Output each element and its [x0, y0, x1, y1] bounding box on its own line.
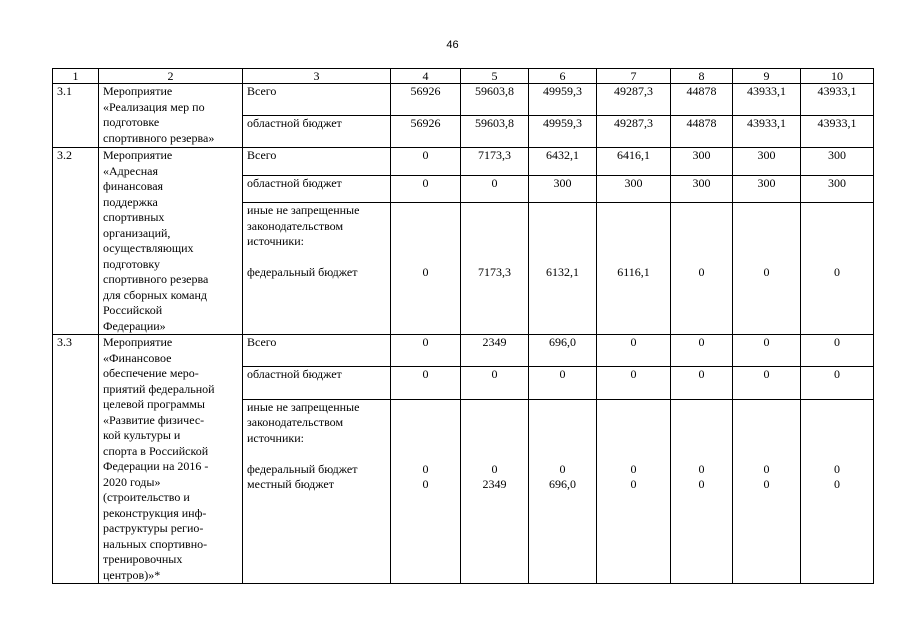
measure-name-line: (строительство и — [103, 490, 190, 504]
value-cell: 56926 — [391, 116, 461, 148]
value-cell: 0 — [733, 203, 801, 335]
value: 0 — [834, 477, 840, 492]
value: 0 — [698, 477, 705, 492]
measure-name-line: спортивного резерва» — [103, 130, 215, 145]
measure-name-line: для сборных команд — [103, 287, 208, 302]
other-sources-heading: источники: — [247, 430, 304, 445]
value-cell: 49287,3 — [597, 84, 671, 116]
value-cell: 43933,1 — [733, 116, 801, 148]
value-cell: 0 — [391, 335, 461, 367]
budget-table — [52, 68, 874, 584]
other-sources-cell — [243, 203, 391, 335]
value-cell: 56926 — [391, 84, 461, 116]
column-number-row — [53, 69, 874, 84]
measure-name-line: осуществляющих — [103, 241, 194, 255]
value-cell: 696,0 — [529, 335, 597, 367]
value-cell: 0 — [801, 203, 874, 335]
measure-name-line: поддержка — [103, 194, 158, 209]
measure-name-line: «Развитие физичес- — [103, 412, 205, 427]
column-number: 6 — [529, 69, 597, 84]
value-cell: 0 — [733, 367, 801, 399]
source-label: областной бюджет — [243, 175, 391, 203]
source-label: Всего — [243, 335, 391, 367]
measure-name — [99, 335, 243, 584]
measure-name-line: спортивного резерва — [103, 272, 209, 286]
measure-name-line: нальных спортивно- — [103, 536, 208, 551]
column-number: 9 — [733, 69, 801, 84]
value-cell: 0 — [391, 148, 461, 176]
value-cell: 59603,8 — [461, 116, 529, 148]
value: 0 — [630, 461, 637, 476]
measure-name-line: Мероприятие — [103, 84, 173, 98]
value-cell: 300 — [671, 148, 733, 176]
other-sources-heading: иные не запрещенные — [247, 399, 360, 414]
value-cell: 43933,1 — [801, 116, 874, 148]
page-number: 46 — [446, 39, 459, 51]
column-number: 5 — [461, 69, 529, 84]
row-id: 3.2 — [53, 148, 99, 335]
value-cell: 0 — [671, 367, 733, 399]
value: 2349 — [482, 477, 507, 492]
value: 696,0 — [549, 477, 576, 492]
column-number: 7 — [597, 69, 671, 84]
value-cell: 43933,1 — [733, 84, 801, 116]
source-label: местный бюджет — [247, 477, 334, 492]
column-number: 1 — [53, 69, 99, 84]
measure-name-line: организаций, — [103, 225, 171, 240]
value-cell: 43933,1 — [801, 84, 874, 116]
measure-name-line: подготовку — [103, 256, 161, 271]
measure-name-line: обеспечение меро- — [103, 366, 199, 380]
measure-name-line: спортивных — [103, 210, 165, 224]
value-cell: 300 — [801, 148, 874, 176]
value-cell: 300 — [801, 175, 874, 203]
value-cell — [671, 399, 733, 583]
measure-name-line: приятий федеральной — [103, 381, 215, 396]
value-cell: 49959,3 — [529, 84, 597, 116]
value-cell: 0 — [391, 203, 461, 335]
value: 0 — [763, 477, 770, 492]
value-cell: 0 — [597, 335, 671, 367]
measure-name-line: Российской — [103, 303, 163, 317]
value-cell: 0 — [461, 367, 529, 399]
other-sources-heading: законодательством — [247, 415, 344, 430]
value-cell: 0 — [461, 175, 529, 203]
value-cell: 300 — [733, 148, 801, 176]
source-label: федеральный бюджет — [247, 461, 358, 476]
source-label: Всего — [243, 148, 391, 176]
value: 0 — [834, 461, 840, 476]
measure-name — [99, 84, 243, 148]
value: 0 — [559, 461, 566, 476]
column-number: 3 — [243, 69, 391, 84]
measure-name-line: подготовке — [103, 115, 160, 129]
column-number: 2 — [99, 69, 243, 84]
value-cell: 0 — [671, 335, 733, 367]
value-cell: 300 — [671, 175, 733, 203]
row-id: 3.1 — [53, 84, 99, 148]
other-sources-cell — [243, 399, 391, 583]
measure-name-line: кой культуры и — [103, 428, 181, 442]
measure-name-line: финансовая — [103, 179, 164, 193]
value: 0 — [422, 477, 429, 492]
value-cell: 0 — [801, 335, 874, 367]
source-label: областной бюджет — [243, 116, 391, 148]
value-cell: 300 — [733, 175, 801, 203]
other-sources-heading: источники: — [247, 234, 304, 249]
measure-name-line: раструктуры регио- — [103, 521, 204, 535]
value-cell: 44878 — [671, 116, 733, 148]
measure-name-line: реконструкция инф- — [103, 505, 207, 520]
value-cell — [597, 399, 671, 583]
measure-name-line: «Адресная — [103, 163, 158, 178]
measure-name-line: спорта в Российской — [103, 443, 209, 458]
measure-name-line: 2020 годы» — [103, 474, 161, 489]
value: 0 — [763, 461, 770, 476]
value-cell: 6116,1 — [597, 203, 671, 335]
value-cell — [391, 399, 461, 583]
value-cell: 2349 — [461, 335, 529, 367]
measure-name-line: Федерации на 2016 - — [103, 459, 209, 473]
measure-name-line: «Реализация мер по — [103, 99, 205, 114]
measure-name-line: центров)»* — [103, 567, 161, 582]
value-cell: 6416,1 — [597, 148, 671, 176]
value-cell: 7173,3 — [461, 148, 529, 176]
measure-name-line: Федерации» — [103, 318, 166, 333]
other-sources-heading: законодательством — [247, 218, 344, 233]
table-row — [53, 335, 874, 367]
measure-name-line: Мероприятие — [103, 335, 173, 349]
value-cell — [801, 399, 874, 583]
table-row — [53, 84, 874, 116]
source-label: областной бюджет — [243, 367, 391, 399]
value-cell: 0 — [597, 367, 671, 399]
value-cell — [461, 399, 529, 583]
value-cell: 7173,3 — [461, 203, 529, 335]
table-row — [53, 148, 874, 176]
value-cell: 59603,8 — [461, 84, 529, 116]
measure-name-line: Мероприятие — [103, 148, 173, 162]
value-cell: 0 — [391, 367, 461, 399]
value-cell: 0 — [733, 335, 801, 367]
measure-name-line: целевой программы — [103, 397, 205, 411]
other-sources-heading: иные не запрещенные — [247, 203, 360, 218]
value-cell: 0 — [801, 367, 874, 399]
measure-name-line: «Финансовое — [103, 350, 172, 365]
value-cell — [529, 399, 597, 583]
row-id: 3.3 — [53, 335, 99, 584]
value-cell: 300 — [597, 175, 671, 203]
value: 0 — [422, 461, 429, 476]
value-cell: 6132,1 — [529, 203, 597, 335]
value: 0 — [630, 477, 637, 492]
source-label: Всего — [243, 84, 391, 116]
value-cell: 44878 — [671, 84, 733, 116]
source-label: федеральный бюджет — [247, 265, 358, 280]
value-cell: 49287,3 — [597, 116, 671, 148]
value-cell: 0 — [529, 367, 597, 399]
value: 0 — [491, 461, 498, 476]
column-number: 4 — [391, 69, 461, 84]
value-cell — [733, 399, 801, 583]
column-number: 10 — [801, 69, 874, 84]
measure-name — [99, 148, 243, 335]
value-cell: 0 — [671, 203, 733, 335]
value-cell: 49959,3 — [529, 116, 597, 148]
column-number: 8 — [671, 69, 733, 84]
value-cell: 300 — [529, 175, 597, 203]
value: 0 — [698, 461, 705, 476]
value-cell: 6432,1 — [529, 148, 597, 176]
value-cell: 0 — [391, 175, 461, 203]
measure-name-line: тренировочных — [103, 552, 183, 566]
